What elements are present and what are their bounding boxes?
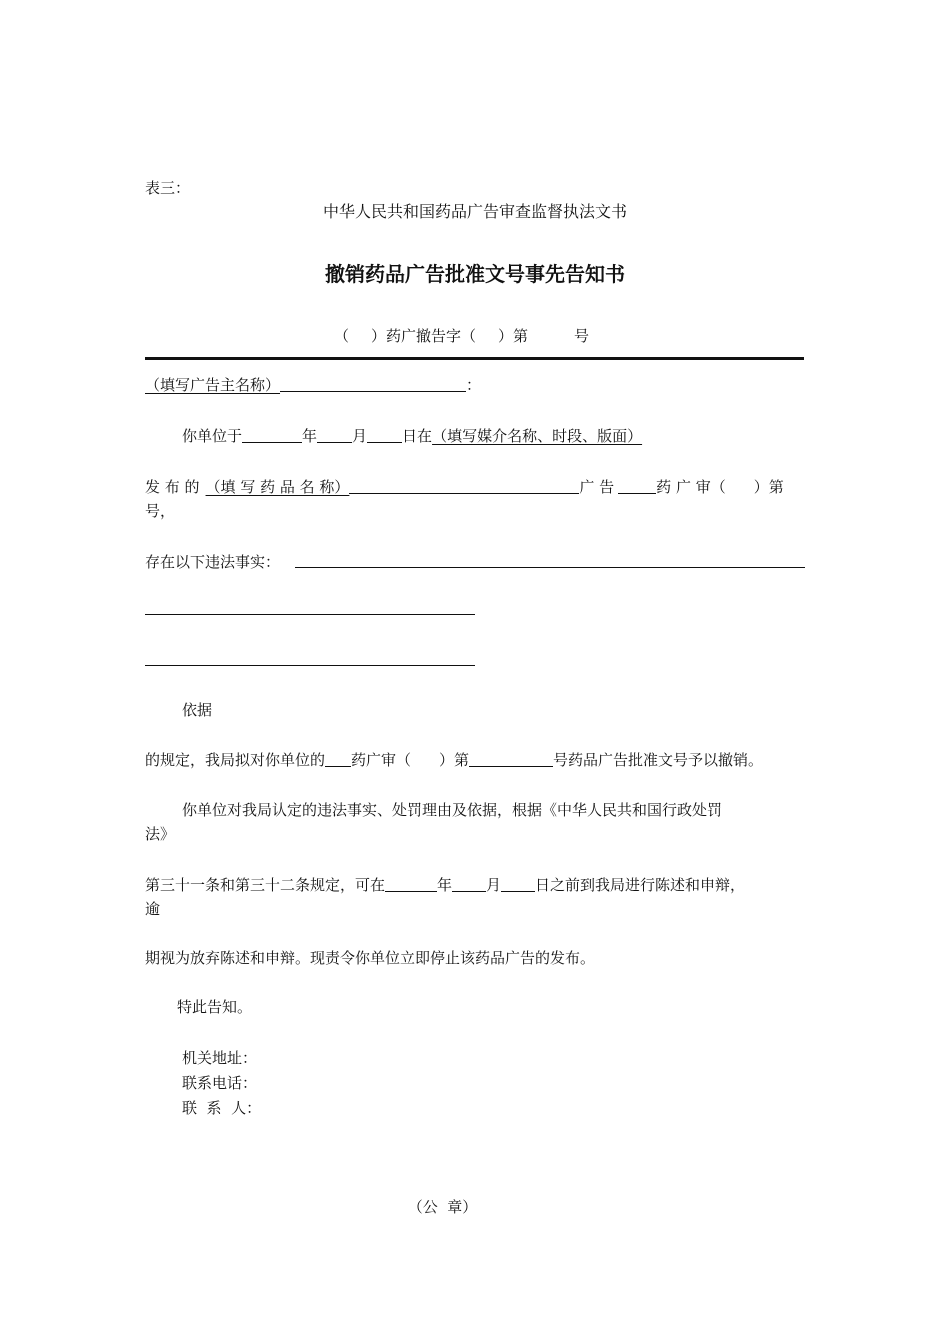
month-blank [317,426,352,443]
deadline-year-blank [385,875,437,892]
p6-month: 月 [486,876,502,894]
p2-ad: 广 告 [579,478,615,496]
violation-line-1 [295,567,805,568]
docno-type: ）药广撤告字（ [371,327,477,345]
p2-di: ）第 [753,478,784,496]
p2-prefix: 发 布 的 [145,478,200,496]
p1-month: 月 [352,427,368,445]
paragraph-drug-ad [145,477,784,497]
contact-person: 联 系 人： [182,1099,262,1117]
addressee-placeholder: （填写广告主名称） [145,376,281,394]
document-title: 撤销药品广告批准文号事先告知书 [325,262,625,286]
p6-year: 年 [437,876,453,894]
docno-di: ）第 [498,327,529,345]
paragraph-violation [145,552,280,572]
paragraph-deadline [145,875,745,895]
approval-number-blank [469,750,553,767]
header-divider [145,357,804,360]
contact-address: 机关地址： [182,1049,258,1067]
p1-year: 年 [302,427,318,445]
docno-open: （ [334,327,350,345]
p3-text: 存在以下违法事实： [145,553,281,571]
approval-year-blank [325,750,351,767]
p6-prefix: 第三十一条和第三十二条规定，可在 [145,876,386,894]
drug-placeholder: （填 写 药 品 名 称） [205,478,350,496]
official-seal-label: （公 章） [407,1198,478,1216]
paragraph-publish-date [182,426,642,446]
addressee-colon: ： [466,376,482,394]
p4-prefix: 的规定，我局拟对你单位的 [145,751,326,769]
year-blank [242,426,302,443]
paragraph-revoke [145,750,763,770]
paragraph-rights-1: 你单位对我局认定的违法事实、处罚理由及依据，根据《中华人民共和国行政处罚 [182,801,723,819]
violation-line-3 [145,665,475,666]
day-blank [367,426,402,443]
approval-blank [618,477,656,494]
header-line: 中华人民共和国药品广告审查监督执法文书 [322,202,627,221]
p2-hao: 号， [145,502,176,520]
paragraph-rights-2: 法》 [145,825,176,843]
contact-phone: 联系电话： [182,1074,258,1092]
p4-approval: 药广审（ [351,751,412,769]
p4-di: ）第 [439,751,470,769]
document-number [334,326,589,346]
addressee-blank [280,375,466,392]
form-label: 表三： [145,179,191,197]
paragraph-stop: 期视为放弃陈述和申辩。现责令你单位立即停止该药品广告的发布。 [145,949,596,967]
docno-hao: 号 [574,327,590,345]
p4-suffix: 号药品广告批准文号予以撤销。 [553,751,764,769]
deadline-month-blank [452,875,486,892]
p6-line2: 逾 [145,900,161,918]
violation-line-2 [145,614,475,615]
deadline-day-blank [501,875,535,892]
addressee-line [145,375,481,395]
media-placeholder: （填写媒介名称、时段、版面） [432,427,643,445]
p6-suffix: 日之前到我局进行陈述和申辩， [535,876,746,894]
p2-approval: 药 广 审（ [656,478,726,496]
p1-day: 日在 [402,427,433,445]
notice-text: 特此告知。 [177,998,253,1016]
drug-blank [349,477,579,494]
basis-label: 依据 [182,701,213,719]
p1-prefix: 你单位于 [182,427,243,445]
